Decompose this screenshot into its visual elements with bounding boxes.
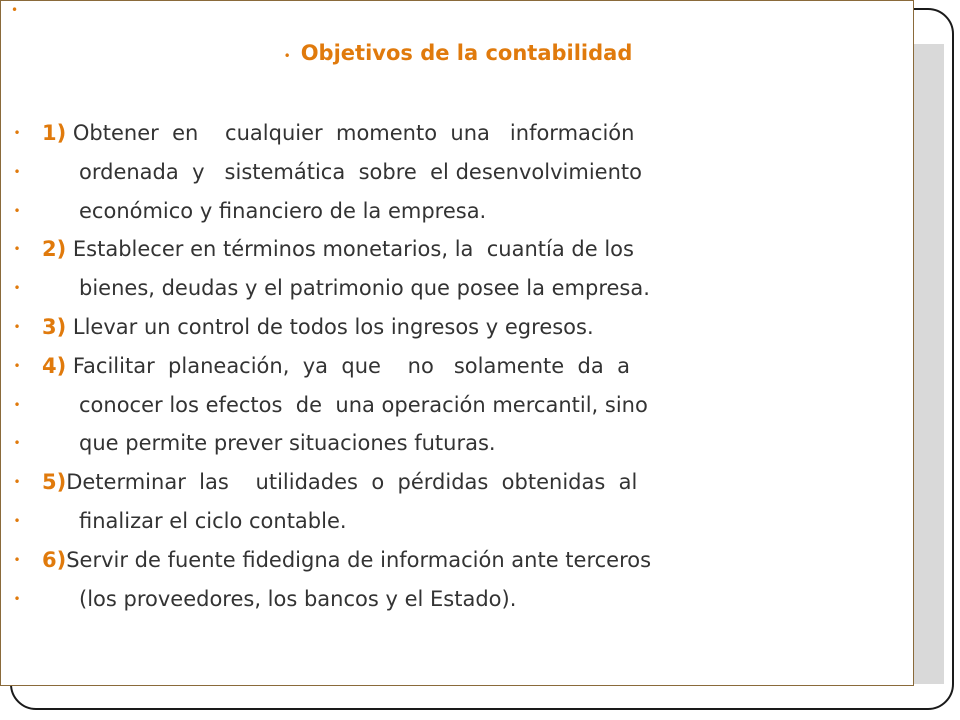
empty-bullet: • (11, 3, 19, 17)
list-item (1, 501, 901, 541)
bullet-marker: • (13, 475, 21, 490)
list-item-text (42, 307, 594, 347)
list-item (1, 346, 901, 386)
item-number: 2) (42, 237, 67, 262)
list-item-text (42, 229, 634, 269)
item-text: Establecer en términos monetarios, la cuantía de los (66, 237, 634, 262)
item-number: 1) (42, 121, 67, 145)
item-number: 3) (42, 315, 67, 339)
list-item (1, 307, 901, 347)
list-item-text (79, 501, 347, 541)
list-item-text (79, 385, 648, 425)
list-item-text (79, 268, 650, 308)
list-item (1, 423, 901, 463)
list-item-text (42, 540, 651, 580)
list-item (1, 462, 901, 502)
bullet-marker: • (13, 281, 21, 296)
bullet-marker: • (13, 358, 21, 373)
slide-shadow (913, 44, 944, 684)
item-text: conocer los efectos de una operación mercantil, sino (79, 392, 648, 417)
item-text: (los proveedores, los bancos y el Estado). (79, 586, 517, 611)
list-item-text (42, 113, 634, 153)
item-number: 4) (42, 353, 67, 378)
list-item (1, 540, 901, 580)
item-text: ordenada y sistemática sobre el desenvolvimiento (79, 159, 642, 184)
slide-title-row (1, 33, 915, 73)
bullet-marker: • (13, 164, 21, 179)
list-item (1, 113, 901, 153)
list-item (1, 191, 901, 231)
item-text: bienes, deudas y el patrimonio que posee la empresa. (79, 276, 650, 301)
item-number: 6) (42, 547, 67, 572)
list-item-text (79, 191, 486, 231)
item-text: que permite prever situaciones futuras. (79, 431, 496, 456)
item-number: 5) (42, 470, 67, 495)
bullet-marker: • (13, 397, 21, 412)
slide-title: Objetivos de la contabilidad (300, 41, 633, 65)
title-bullet: • (283, 48, 291, 63)
item-text: Llevar un control de todos los ingresos y egresos. (66, 315, 594, 339)
bullet-marker: • (13, 242, 21, 257)
list-item (1, 579, 901, 619)
list-item-text (79, 152, 642, 192)
list-item-text (42, 346, 630, 386)
item-text: finalizar el ciclo contable. (79, 509, 347, 533)
list-item (1, 268, 901, 308)
bullet-marker: • (13, 591, 21, 606)
list-item-text (42, 462, 637, 502)
bullet-marker: • (13, 126, 21, 140)
bullet-marker: • (13, 514, 21, 528)
list-item-text (79, 579, 516, 619)
bullet-marker: • (13, 203, 21, 218)
bullet-marker: • (13, 320, 21, 334)
bullet-marker: • (13, 436, 21, 451)
list-item (1, 229, 901, 269)
list-item (1, 152, 901, 192)
item-text: Facilitar planeación, ya que no solamente da a (66, 353, 630, 378)
list-item-text (79, 423, 496, 463)
item-text: Obtener en cualquier momento una información (66, 121, 635, 145)
item-text: económico y financiero de la empresa. (79, 198, 487, 223)
item-text: Determinar las utilidades o pérdidas obtenidas al (66, 470, 638, 495)
bullet-marker: • (13, 552, 21, 567)
list-item (1, 385, 901, 425)
item-text: Servir de fuente fidedigna de información ante terceros (66, 547, 652, 572)
